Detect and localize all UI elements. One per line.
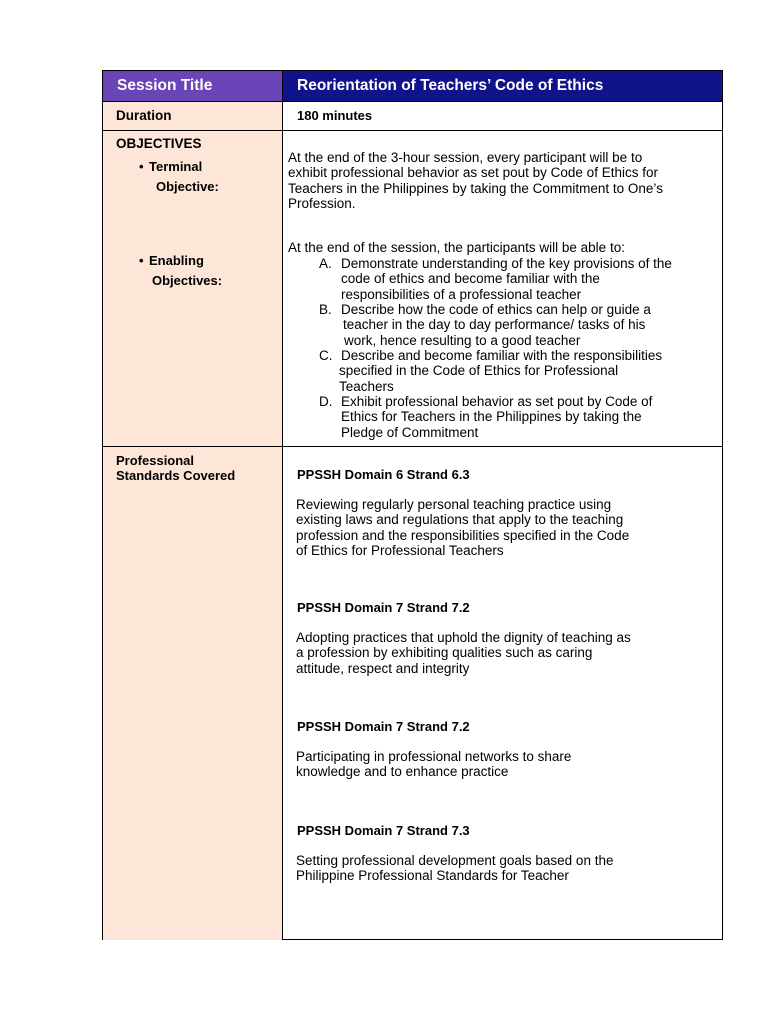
session-title-value-cell: [283, 71, 722, 101]
label-line: Standards Covered: [116, 468, 236, 483]
duration-row: [103, 101, 722, 130]
standards-content-cell: [283, 447, 722, 940]
header-row: [103, 71, 722, 101]
text-line: exhibit professional behavior as set pout by Code of Ethics for: [288, 165, 658, 181]
text-line: responsibilities of a professional teacher: [341, 286, 582, 302]
session-plan-table: [102, 70, 723, 940]
terminal-label-2: Objective:: [156, 179, 219, 194]
text-line: Demonstrate understanding of the key provisions of the: [341, 256, 672, 271]
duration-value-cell: [283, 102, 722, 130]
standard-heading: PPSSH Domain 7 Strand 7.2: [297, 719, 470, 734]
text-line: Teachers in the Philippines by taking the Commitment to One’s: [288, 180, 663, 196]
text-line: At the end of the 3-hour session, every participant will be to: [288, 150, 643, 165]
duration-value: 180 minutes: [297, 108, 373, 123]
text-line: Describe how the code of ethics can help or guide a: [341, 302, 651, 317]
standards-label-cell: [103, 447, 283, 940]
enabling-label: Enabling: [149, 253, 204, 268]
text-line: Setting professional development goals based on the: [296, 853, 614, 868]
standard-description: [296, 630, 631, 676]
standard-heading: PPSSH Domain 7 Strand 7.2: [297, 600, 470, 615]
text-line: Exhibit professional behavior as set pout by Code of: [341, 394, 653, 409]
objectives-label-cell: [103, 131, 283, 446]
duration-label: Duration: [116, 108, 172, 123]
session-title-value: Reorientation of Teachers’ Code of Ethics: [297, 77, 604, 94]
text-line: of Ethics for Professional Teachers: [296, 542, 504, 558]
item-text: [341, 302, 721, 348]
text-line: work, hence resulting to a good teacher: [344, 332, 581, 348]
text-line: Reviewing regularly personal teaching practice using: [296, 497, 612, 512]
item-letter: A.: [319, 256, 332, 271]
objectives-content-cell: [283, 131, 722, 446]
text-line: Participating in professional networks to share: [296, 749, 572, 764]
text-line: a profession by exhibiting qualities such as caring: [296, 645, 593, 661]
text-line: Ethics for Teachers in the Philippines by taking the: [341, 409, 642, 425]
text-line: profession and the responsibilities specified in the Code: [296, 527, 630, 543]
standard-heading: PPSSH Domain 7 Strand 7.3: [297, 823, 470, 838]
text-line: knowledge and to enhance practice: [296, 764, 509, 780]
terminal-label: Terminal: [149, 159, 203, 174]
text-line: specified in the Code of Ethics for Professional: [339, 363, 619, 379]
enabling-label-2: Objectives:: [152, 273, 223, 288]
standard-heading: PPSSH Domain 6 Strand 6.3: [297, 467, 470, 482]
text-line: code of ethics and become familiar with the: [341, 271, 600, 287]
text-line: Pledge of Commitment: [341, 424, 479, 440]
enabling-bullet: •: [139, 253, 144, 268]
objectives-row: [103, 130, 722, 446]
text-line: Philippine Professional Standards for Teacher: [296, 868, 569, 884]
item-letter: D.: [319, 394, 333, 409]
text-line: Profession.: [288, 195, 356, 211]
item-letter: C.: [319, 348, 333, 363]
item-letter: B.: [319, 302, 332, 317]
item-text: [341, 256, 721, 302]
terminal-bullet: •: [139, 159, 144, 174]
item-text: [341, 394, 721, 440]
label-line: Professional: [116, 453, 195, 468]
text-line: Adopting practices that uphold the dignity of teaching as: [296, 630, 631, 645]
duration-label-cell: [103, 102, 283, 130]
text-line: teacher in the day to day performance/ tasks of his: [343, 317, 646, 333]
session-title-label-cell: [103, 71, 283, 101]
item-text: [341, 348, 721, 394]
text-line: Describe and become familiar with the responsibilities: [341, 348, 663, 363]
objectives-label: OBJECTIVES: [116, 136, 202, 151]
terminal-objective-text: [288, 150, 663, 211]
text-line: attitude, respect and integrity: [296, 660, 470, 676]
standards-row: [103, 446, 722, 940]
text-line: Teachers: [339, 378, 394, 394]
text-line: existing laws and regulations that apply to the teaching: [296, 512, 624, 528]
standard-description: [296, 497, 629, 558]
session-title-label: Session Title: [117, 77, 213, 94]
standards-label: [116, 453, 235, 483]
standard-description: [296, 853, 613, 884]
standard-description: [296, 749, 571, 780]
enabling-intro: At the end of the session, the participants will be able to:: [288, 240, 625, 255]
